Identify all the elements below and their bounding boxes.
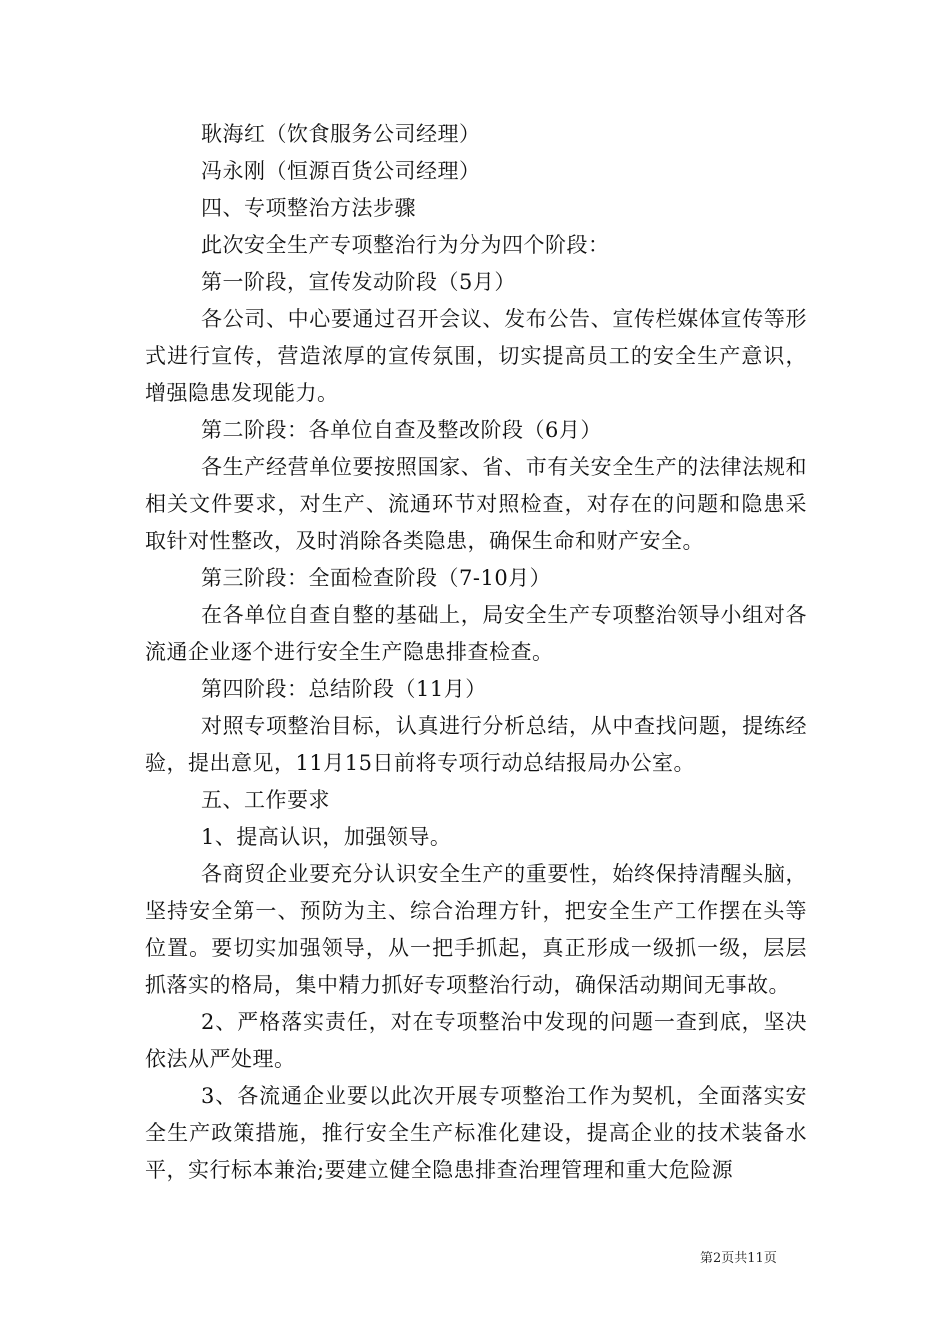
paragraph-stages-intro: 此次安全生产专项整治行为分为四个阶段： <box>201 233 610 257</box>
requirement-1-body: 各商贸企业要充分认识安全生产的重要性，始终保持清醒头脑，坚持安全第一、预防为主、综合治理方针，把安全生产工作摆在头等位置。要切实加强领导，从一把手抓起，真正形成一级抓一级，层层抓落实的格局，集中精力抓好专项整治行动，确保活动期间无事故。 <box>145 862 807 997</box>
requirement-3: 3、各流通企业要以此次开展专项整治工作为契机，全面落实安全生产政策措施，推行安全生产标准化建设，提高企业的技术装备水平，实行标本兼治;要建立健全隐患排查治理管理和重大危险源 <box>145 1084 807 1182</box>
requirement-1-heading: 1、提高认识，加强领导。 <box>201 825 452 849</box>
stage-4-body: 对照专项整治目标，认真进行分析总结，从中查找问题，提练经验，提出意见，11月15日前将专项行动总结报局办公室。 <box>145 714 807 775</box>
document-body <box>145 116 807 1189</box>
stage-2-body: 各生产经营单位要按照国家、省、市有关安全生产的法律法规和相关文件要求，对生产、流通环节对照检查，对存在的问题和隐患采取针对性整改，及时消除各类隐患，确保生命和财产安全。 <box>145 455 807 553</box>
requirement-2: 2、严格落实责任，对在专项整治中发现的问题一查到底，坚决依法从严处理。 <box>145 1010 807 1071</box>
stage-3-heading: 第三阶段：全面检查阶段（7-10月） <box>201 566 552 590</box>
section-heading-4: 四、专项整治方法步骤 <box>201 196 416 220</box>
stage-1-body: 各公司、中心要通过召开会议、发布公告、宣传栏媒体宣传等形式进行宣传，营造浓厚的宣传氛围，切实提高员工的安全生产意识，增强隐患发现能力。 <box>145 307 807 405</box>
stage-3-body: 在各单位自查自整的基础上，局安全生产专项整治领导小组对各流通企业逐个进行安全生产隐患排查检查。 <box>145 603 807 664</box>
stage-2-heading: 第二阶段：各单位自查及整改阶段（6月） <box>201 418 602 442</box>
paragraph-member-1: 耿海红（饮食服务公司经理） <box>201 122 481 146</box>
section-heading-5: 五、工作要求 <box>201 788 330 812</box>
paragraph-member-2: 冯永刚（恒源百货公司经理） <box>201 159 481 183</box>
stage-1-heading: 第一阶段，宣传发动阶段（5月） <box>201 270 516 294</box>
stage-4-heading: 第四阶段：总结阶段（11月） <box>201 677 487 701</box>
page-number-footer: 第2页共11页 <box>700 1251 777 1266</box>
